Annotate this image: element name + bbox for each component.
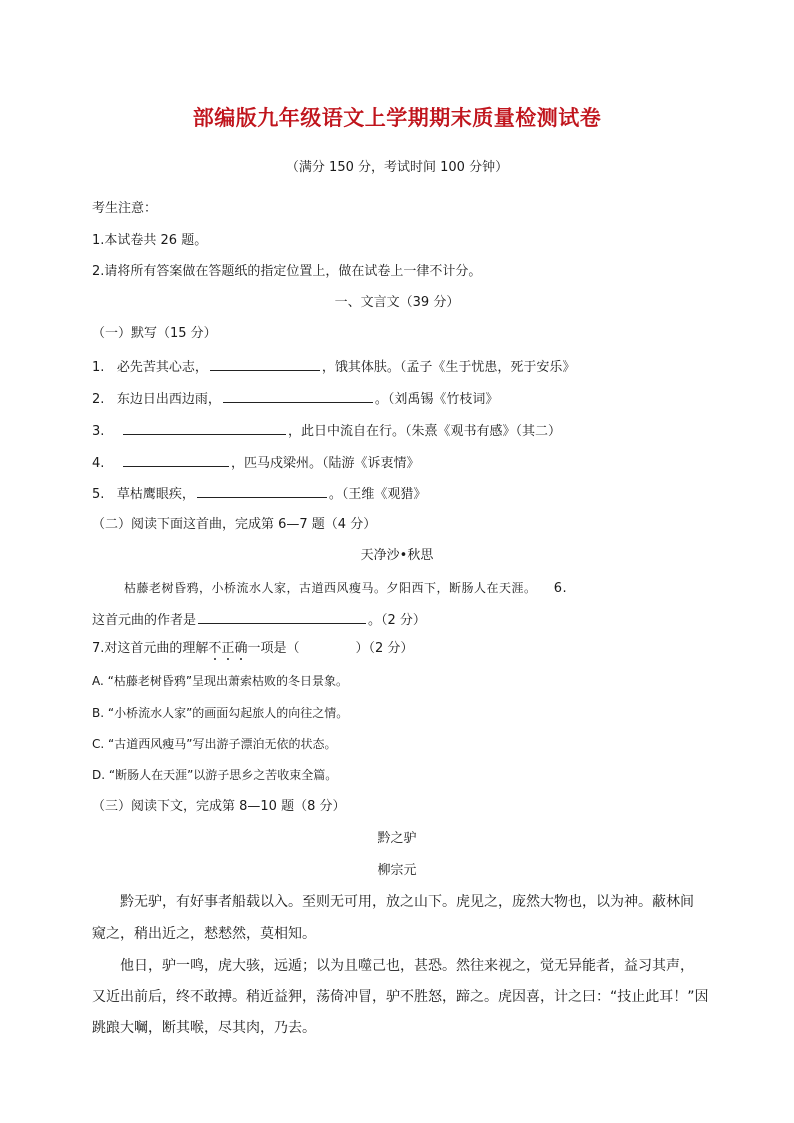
part-title: （二）阅读下面这首曲，完成第 6—7 题（4 分） (92, 517, 377, 532)
item-number: 3. (92, 424, 105, 439)
part-title: （一）默写（15 分） (92, 326, 217, 341)
article-author: 柳宗元 (377, 863, 417, 878)
answer-blank[interactable] (198, 610, 366, 624)
notice-item: 2.请将所有答案做在答题纸的指定位置上，做在试卷上一律不计分。 (92, 264, 482, 279)
part-title: （三）阅读下文，完成第 8—10 题（8 分） (92, 799, 346, 814)
notice-item: 1.本试卷共 26 题。 (92, 233, 208, 248)
article-line: 黔无驴，有好事者船载以入。至则无可用，放之山下。虎见之，庞然大物也，以为神。蔽林间 (120, 894, 694, 910)
article-line: 窥之，稍出近之，慭慭然，莫相知。 (92, 926, 316, 942)
item-number: 5. (92, 487, 105, 502)
exam-title: 部编版九年级语文上学期期末质量检测试卷 (192, 106, 602, 130)
q7-end: ）（2 分） (355, 641, 414, 656)
option-d: D. “断肠人在天涯”以游子思乡之苦收束全篇。 (92, 768, 338, 782)
emphasis-char: 确 (234, 641, 248, 656)
article-line: 跳踉大㘎，断其喉，尽其肉，乃去。 (92, 1020, 316, 1036)
answer-blank[interactable] (223, 389, 373, 403)
q6-before: 这首元曲的作者是 (92, 613, 197, 628)
item-before: 必先苦其心志， (116, 360, 208, 375)
item-after: 。（刘禹锡《竹枝词》 (374, 392, 499, 407)
article-line: 他日，驴一鸣，虎大骇，远遁；以为且噬己也，甚恐。然往来视之，觉无异能者，益习其声， (120, 958, 694, 974)
section-title: 一、文言文（39 分） (334, 295, 460, 310)
article-title: 黔之驴 (377, 831, 417, 846)
poem-text (124, 579, 567, 598)
item-after: 。（王维《观猎》 (328, 487, 427, 502)
item-before: 东边日出西边雨， (116, 392, 221, 407)
article-line: 又近出前后，终不敢搏。稍近益狎，荡倚冲冒，驴不胜怒，蹄之。虎因喜，计之曰：“技止此耳！”因 (92, 989, 709, 1005)
item-number: 2. (92, 392, 105, 407)
option-b: B. “小桥流水人家”的画面勾起旅人的向往之情。 (92, 706, 349, 720)
dictation-item (92, 453, 419, 473)
item-number: 1. (92, 360, 105, 375)
answer-blank[interactable] (197, 484, 327, 498)
poem-title: 天净沙•秋思 (360, 548, 434, 563)
q6-after: 。（2 分） (368, 613, 426, 628)
q7-suffix: 一项是（ (247, 641, 300, 656)
emphasis-char: 不 (208, 641, 222, 656)
dictation-item (92, 484, 426, 504)
poem-body: 枯藤老树昏鸦，小桥流水人家，古道西风瘦马。夕阳西下，断肠人在天涯。 (124, 581, 537, 595)
dictation-item (92, 421, 561, 441)
item-after: ，匹马戍梁州。（陆游《诉衷情》 (230, 456, 420, 471)
question-number: 6. (553, 581, 568, 596)
dictation-item (92, 357, 575, 377)
notice-heading: 考生注意： (92, 201, 158, 216)
question-6 (92, 610, 426, 630)
option-a: A. “枯藤老树昏鸦”呈现出萧索枯败的冬日景象。 (92, 674, 349, 688)
item-after: ，饿其体肤。（孟子《生于忧患，死于安乐》 (321, 360, 576, 375)
item-number: 4. (92, 456, 105, 471)
q7-prefix: 7.对这首元曲的理解 (92, 641, 209, 656)
emphasis-char: 正 (221, 641, 235, 656)
answer-blank[interactable] (123, 453, 229, 467)
question-7 (92, 640, 413, 658)
answer-blank[interactable] (123, 421, 286, 435)
dictation-item (92, 389, 498, 409)
option-c: C. “古道西风瘦马”写出游子漂泊无依的状态。 (92, 737, 337, 751)
exam-subtitle: （满分 150 分，考试时间 100 分钟） (285, 160, 509, 175)
item-before: 草枯鹰眼疾， (116, 487, 195, 502)
answer-blank[interactable] (210, 357, 320, 371)
item-after: ，此日中流自在行。（朱熹《观书有感》（其二） (287, 424, 561, 439)
